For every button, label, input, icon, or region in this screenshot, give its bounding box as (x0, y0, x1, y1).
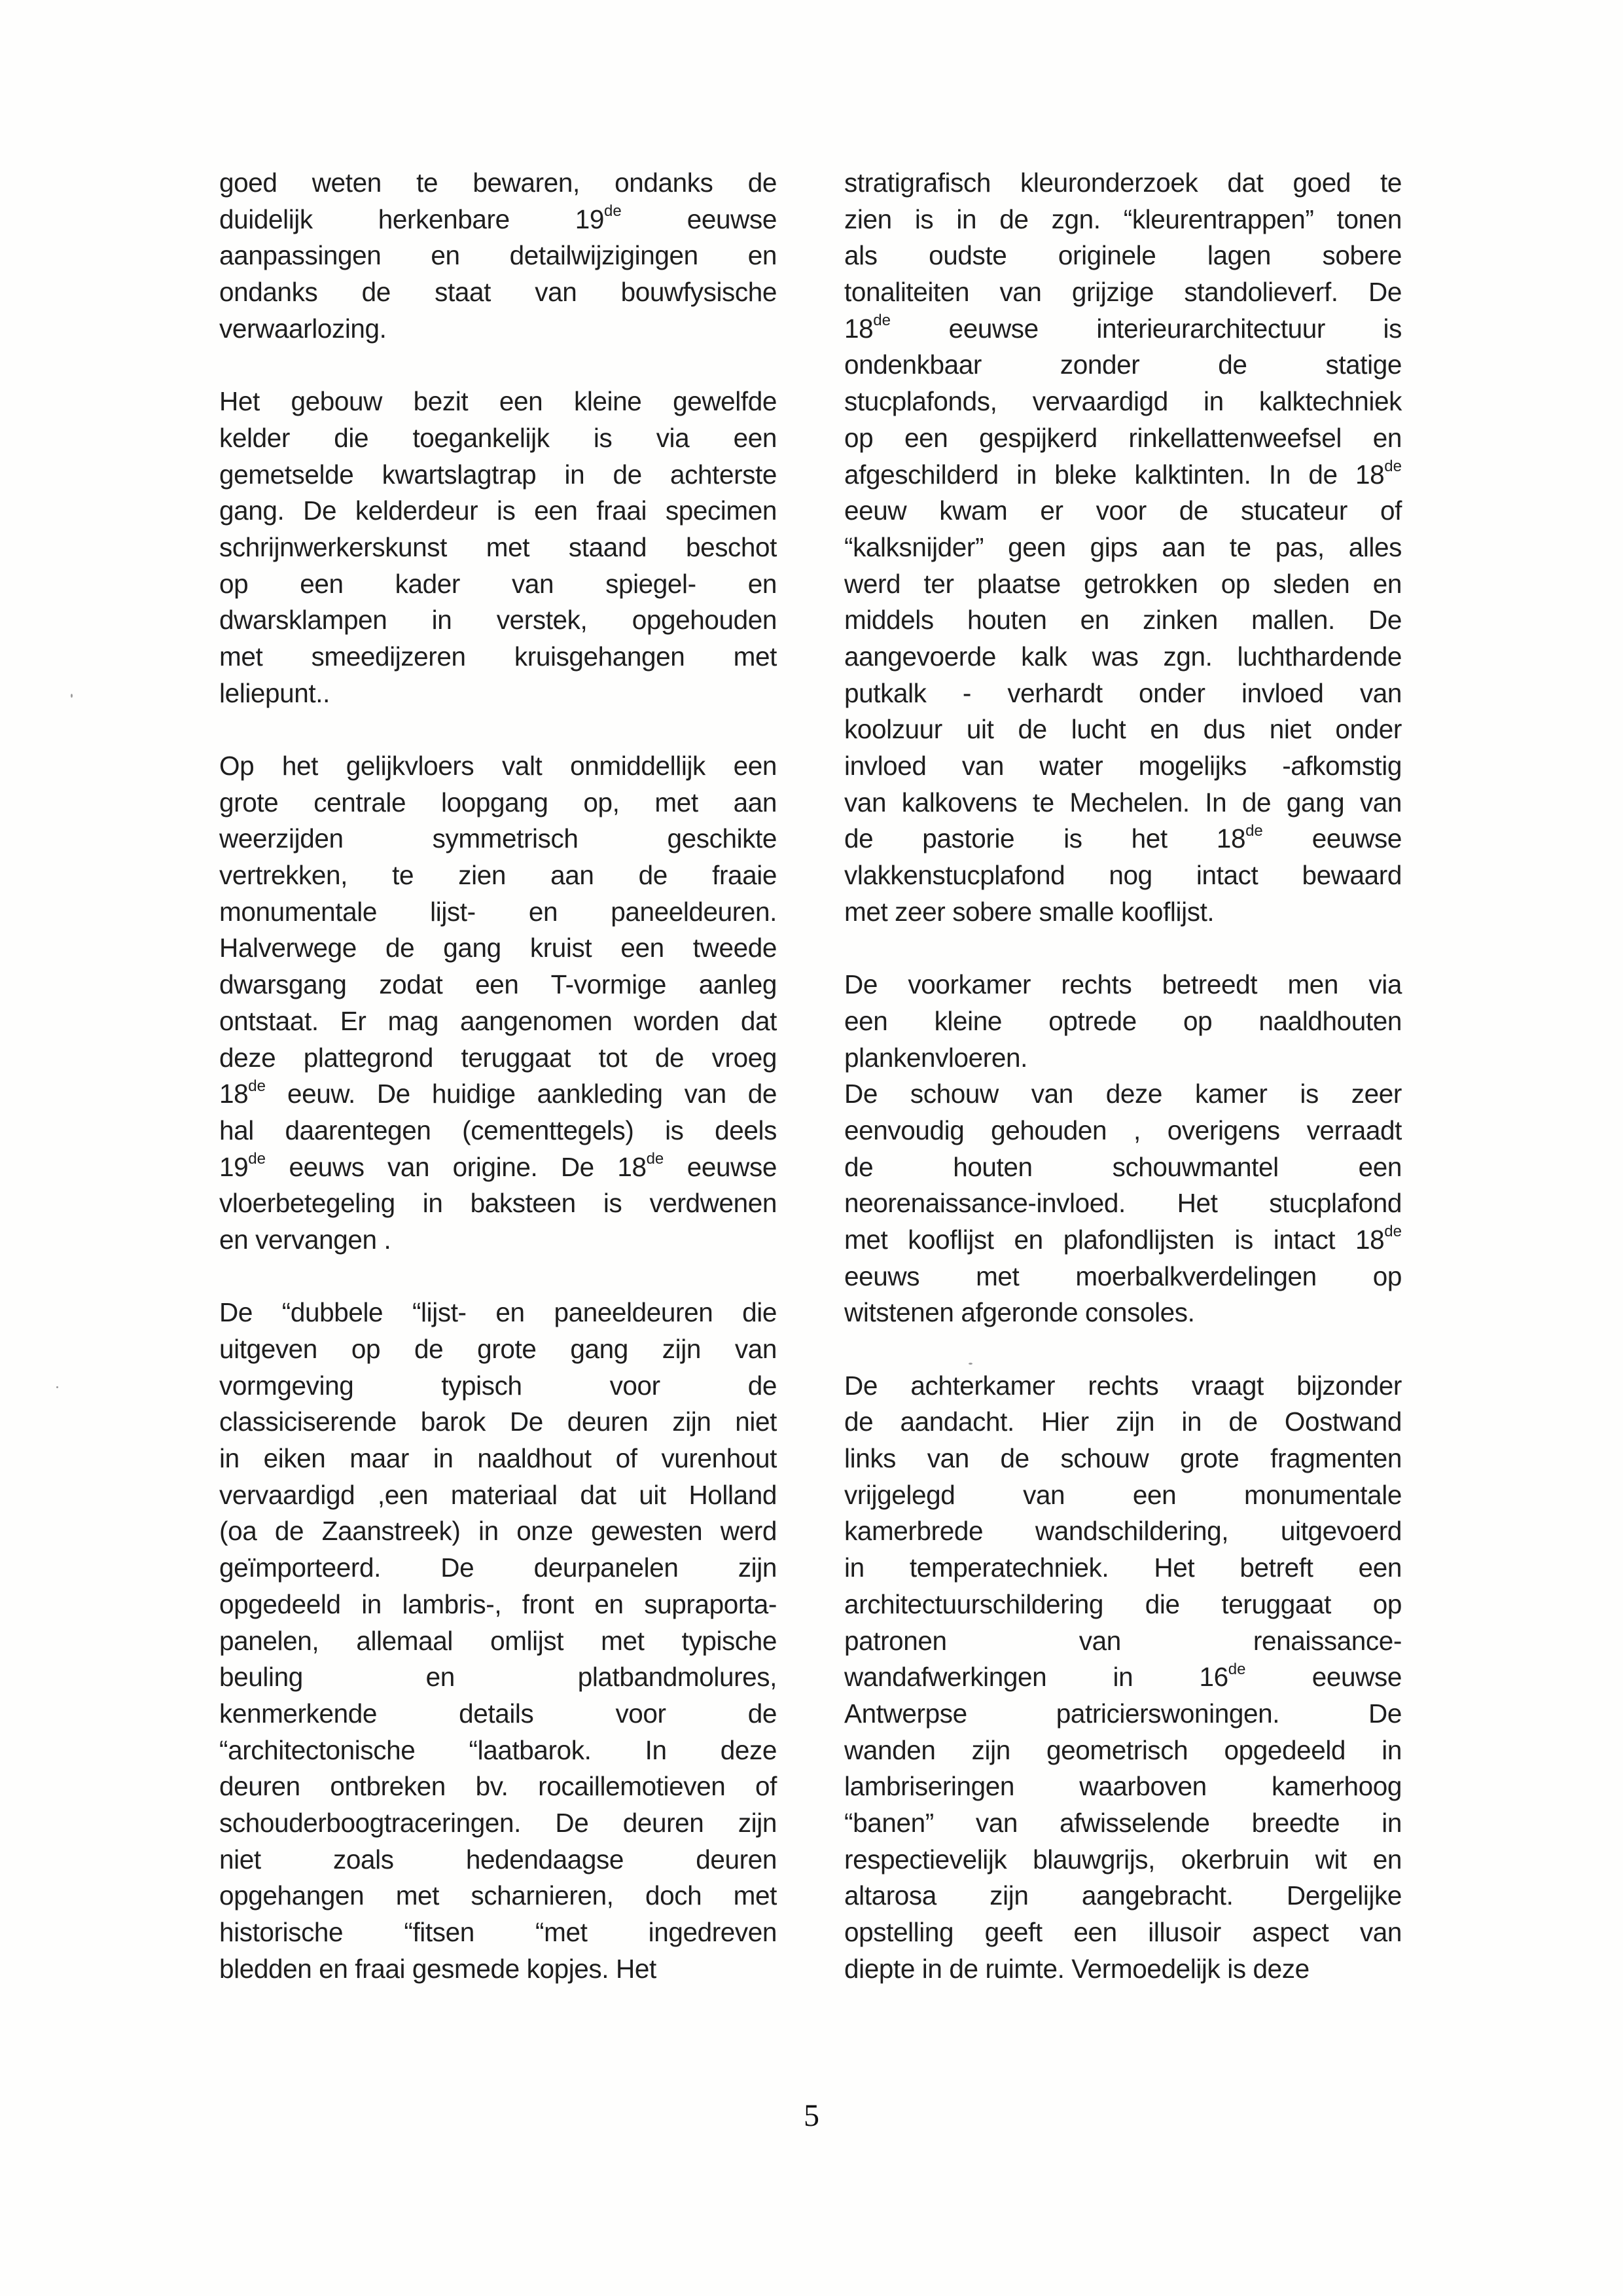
line-text: eeuwse interieurarchitectuur is (890, 313, 1402, 344)
text-line (844, 1842, 1402, 1878)
text-line (219, 894, 777, 931)
line-text: van kalkovens te Mechelen. In de gang van (844, 787, 1402, 817)
line-text: eeuws van origine. De 18 (265, 1151, 647, 1182)
line-text: de aandacht. Hier zijn in de Oostwand (844, 1407, 1402, 1437)
text-line (219, 1149, 777, 1186)
line-text: in eiken maar in naaldhout of vurenhout (219, 1443, 777, 1474)
line-text: vloerbetegeling in baksteen is verdwenen (219, 1188, 777, 1219)
text-line (844, 1040, 1402, 1077)
text-line (844, 857, 1402, 894)
text-line (844, 894, 1402, 931)
line-text: deuren ontbreken bv. rocaillemotieven of (219, 1771, 777, 1802)
line-text: schouderboogtraceringen. De deuren zijn (219, 1807, 777, 1838)
line-text: vervaardigd ,een materiaal dat uit Holland (219, 1479, 777, 1510)
line-text: invloed van water mogelijks -afkomstig (844, 751, 1402, 781)
text-line (844, 1003, 1402, 1040)
line-text: tonaliteiten van grijzige standolieverf. De (844, 277, 1402, 308)
line-text: eeuwse (1245, 1662, 1402, 1693)
line-text: 18 (844, 313, 874, 344)
text-line (219, 1368, 777, 1405)
text-line (219, 1659, 777, 1696)
line-text: opgehangen met scharnieren, doch met (219, 1880, 777, 1911)
ordinal-superscript: de (248, 1150, 266, 1168)
line-text: bledden en fraai gesmede kopjes. Het (219, 1953, 656, 1984)
line-text: historische “fitsen “met ingedreven (219, 1917, 777, 1947)
line-text: Halverwege de gang kruist een tweede (219, 933, 777, 963)
line-text: met kooflijst en plafondlijsten is intact 18 (844, 1224, 1385, 1255)
text-line (219, 1842, 777, 1878)
text-line (219, 566, 777, 603)
text-line (844, 602, 1402, 639)
text-line (844, 457, 1402, 493)
text-line (844, 1878, 1402, 1914)
paragraph (844, 967, 1402, 1076)
text-line (219, 1331, 777, 1368)
line-text: goed weten te bewaren, ondanks de (219, 168, 777, 198)
text-line (844, 748, 1402, 785)
text-line (219, 1878, 777, 1914)
line-text: De voorkamer rechts betreedt men via (844, 969, 1402, 1000)
text-line (844, 274, 1402, 311)
text-line (219, 1623, 777, 1660)
text-line (844, 493, 1402, 529)
paragraph (844, 1368, 1402, 1988)
ordinal-superscript: de (1245, 821, 1263, 840)
text-line (844, 165, 1402, 202)
text-line (219, 1550, 777, 1587)
line-text: De “dubbele “lijst- en paneeldeuren die (219, 1297, 777, 1328)
text-line (219, 602, 777, 639)
scan-speck (969, 1363, 972, 1365)
text-line (219, 1513, 777, 1550)
line-text: grote centrale loopgang op, met aan (219, 787, 777, 817)
text-line (844, 1550, 1402, 1587)
line-text: vrijgelegd van een monumentale (844, 1479, 1402, 1510)
line-text: hal daarentegen (cementtegels) is deels (219, 1115, 777, 1145)
line-text: Op het gelijkvloers valt onmiddellijk een (219, 751, 777, 781)
text-line (844, 1623, 1402, 1660)
line-text: vormgeving typisch voor de (219, 1370, 777, 1401)
text-line (219, 967, 777, 1003)
paragraph (219, 748, 777, 1259)
text-line (844, 566, 1402, 603)
line-text: koolzuur uit de lucht en dus niet onder (844, 714, 1402, 745)
text-line (844, 238, 1402, 274)
paragraph (844, 165, 1402, 930)
line-text: patronen van renaissance- (844, 1625, 1402, 1656)
line-text: kenmerkende details voor de (219, 1698, 777, 1729)
text-line (844, 420, 1402, 457)
line-text: “architectonische “laatbarok. In deze (219, 1734, 777, 1765)
line-text: classiciserende barok De deuren zijn niet (219, 1407, 777, 1437)
line-text: duidelijk herkenbare 19 (219, 204, 605, 234)
line-text: aangevoerde kalk was zgn. luchthardende (844, 641, 1402, 672)
line-text: eeuw kwam er voor de stucateur of (844, 495, 1402, 526)
text-line (844, 1696, 1402, 1732)
text-line (219, 857, 777, 894)
line-text: wandafwerkingen in 16 (844, 1662, 1228, 1693)
text-line (844, 1951, 1402, 1988)
line-text: De schouw van deze kamer is zeer (844, 1079, 1402, 1109)
paragraph (219, 1295, 777, 1987)
text-line (219, 1222, 777, 1259)
line-text: witstenen afgeronde consoles. (844, 1297, 1195, 1328)
line-text: met smeedijzeren kruisgehangen met (219, 641, 777, 672)
line-text: geïmporteerd. De deurpanelen zijn (219, 1552, 777, 1583)
line-text: de houten schouwmantel een (844, 1151, 1402, 1182)
line-text: links van de schouw grote fragmenten (844, 1443, 1402, 1474)
line-text: monumentale lijst- en paneeldeuren. (219, 896, 777, 927)
line-text: vertrekken, te zien aan de fraaie (219, 860, 777, 891)
text-line (219, 930, 777, 967)
line-text: eeuw. De huidige aankleding van de (265, 1079, 777, 1109)
text-line (844, 711, 1402, 748)
line-text: gemetselde kwartslagtrap in de achterste (219, 459, 777, 490)
line-text: een kleine optrede op naaldhouten (844, 1005, 1402, 1036)
ordinal-superscript: de (873, 312, 891, 330)
line-text: dwarsklampen in verstek, opgehouden (219, 605, 777, 636)
line-text: beuling en platbandmolures, (219, 1662, 777, 1693)
text-line (844, 1076, 1402, 1113)
line-text: eeuwse (664, 1151, 777, 1182)
paragraph-spacer (219, 711, 777, 748)
text-line (219, 675, 777, 712)
line-text: eeuws met moerbalkverdelingen op (844, 1261, 1402, 1291)
text-line (844, 675, 1402, 712)
line-text: lambriseringen waarboven kamerhoog (844, 1771, 1402, 1802)
scan-speck (71, 694, 73, 698)
ordinal-superscript: de (1384, 457, 1402, 475)
line-text: op een kader van spiegel- en (219, 568, 777, 599)
text-line (219, 1003, 777, 1040)
line-text: eeuwse (621, 204, 777, 234)
text-line (844, 1222, 1402, 1259)
text-line (844, 821, 1402, 857)
line-text: diepte in de ruimte. Vermoedelijk is deze (844, 1953, 1310, 1984)
text-line (219, 1951, 777, 1988)
text-line (844, 1732, 1402, 1769)
line-text: Het gebouw bezit een kleine gewelfde (219, 386, 777, 417)
line-text: aanpassingen en detailwijzigingen en (219, 240, 777, 271)
line-text: uitgeven op de grote gang zijn van (219, 1334, 777, 1364)
line-text: plankenvloeren. (844, 1042, 1027, 1073)
ordinal-superscript: de (248, 1077, 266, 1095)
paragraph (844, 1076, 1402, 1331)
text-line (219, 202, 777, 238)
text-line (844, 1368, 1402, 1405)
line-text: leliepunt.. (219, 677, 330, 708)
line-text: kelder die toegankelijk is via een (219, 422, 777, 453)
line-text: stucplafonds, vervaardigd in kalktechniek (844, 386, 1402, 417)
text-line (219, 821, 777, 857)
line-text: panelen, allemaal omlijst met typische (219, 1625, 777, 1656)
text-line (844, 967, 1402, 1003)
text-line (844, 1513, 1402, 1550)
line-text: met zeer sobere smalle kooflijst. (844, 896, 1215, 927)
text-line (844, 529, 1402, 566)
text-line (844, 311, 1402, 348)
line-text: vlakkenstucplafond nog intact bewaard (844, 860, 1402, 891)
text-line (844, 202, 1402, 238)
line-text: de pastorie is het 18 (844, 823, 1246, 854)
line-text: 18 (219, 1079, 249, 1109)
text-column-left (219, 165, 777, 1987)
line-text: stratigrafisch kleuronderzoek dat goed te (844, 168, 1402, 198)
text-line (219, 639, 777, 675)
ordinal-superscript: de (604, 202, 622, 221)
line-text: niet zoals hedendaagse deuren (219, 1844, 777, 1874)
text-line (844, 1295, 1402, 1331)
text-line (844, 1659, 1402, 1696)
page-number: 5 (804, 2098, 819, 2133)
line-text: opstelling geeft een illusoir aspect van (844, 1917, 1402, 1947)
text-line (844, 347, 1402, 384)
line-text: in temperatechniek. Het betreft een (844, 1552, 1402, 1583)
text-line (844, 384, 1402, 420)
paragraph (219, 384, 777, 711)
text-line (844, 1404, 1402, 1441)
line-text: kamerbrede wandschildering, uitgevoerd (844, 1516, 1402, 1547)
text-line (219, 1404, 777, 1441)
paragraph-spacer (844, 1331, 1402, 1368)
text-line (844, 1113, 1402, 1149)
text-line (219, 384, 777, 420)
text-column-right (844, 165, 1402, 1987)
text-line (219, 1477, 777, 1514)
text-line (219, 493, 777, 529)
text-line (219, 1113, 777, 1149)
text-line (219, 165, 777, 202)
text-line (219, 1696, 777, 1732)
line-text: weerzijden symmetrisch geschikte (219, 823, 777, 854)
text-line (844, 1441, 1402, 1477)
text-line (219, 420, 777, 457)
line-text: ondenkbaar zonder de statige (844, 350, 1402, 380)
text-line (219, 1040, 777, 1077)
text-line (219, 274, 777, 311)
text-line (219, 748, 777, 785)
text-line (844, 1768, 1402, 1805)
paragraph-spacer (844, 930, 1402, 967)
line-text: De achterkamer rechts vraagt bijzonder (844, 1370, 1402, 1401)
text-line (219, 238, 777, 274)
text-line (844, 1914, 1402, 1951)
scan-speck (56, 1386, 58, 1388)
text-line (219, 529, 777, 566)
paragraph-spacer (219, 1259, 777, 1295)
text-line (219, 1295, 777, 1331)
text-line (219, 1805, 777, 1842)
ordinal-superscript: de (646, 1150, 664, 1168)
line-text: eeuwse (1262, 823, 1402, 854)
line-text: Antwerpse patricierswoningen. De (844, 1698, 1402, 1729)
text-line (219, 1076, 777, 1113)
text-line (844, 1259, 1402, 1295)
ordinal-superscript: de (1228, 1660, 1246, 1678)
line-text: afgeschilderd in bleke kalktinten. In de 18 (844, 459, 1385, 490)
text-line (219, 1185, 777, 1222)
line-text: “banen” van afwisselende breedte in (844, 1807, 1402, 1838)
line-text: ondanks de staat van bouwfysische (219, 277, 777, 308)
text-line (844, 639, 1402, 675)
text-line (219, 457, 777, 493)
paragraph-spacer (219, 347, 777, 384)
line-text: “kalksnijder” geen gips aan te pas, alles (844, 531, 1402, 562)
text-line (219, 1768, 777, 1805)
line-text: als oudste originele lagen sobere (844, 240, 1402, 271)
line-text: werd ter plaatse getrokken op sleden en (844, 568, 1402, 599)
text-line (844, 1185, 1402, 1222)
paragraph (219, 165, 777, 347)
text-line (844, 1587, 1402, 1623)
text-line (219, 1587, 777, 1623)
line-text: deze plattegrond teruggaat tot de vroeg (219, 1042, 777, 1073)
text-line (844, 1477, 1402, 1514)
text-line (844, 785, 1402, 821)
line-text: eenvoudig gehouden , overigens verraadt (844, 1115, 1402, 1145)
line-text: dwarsgang zodat een T-vormige aanleg (219, 969, 777, 1000)
line-text: neorenaissance-invloed. Het stucplafond (844, 1188, 1402, 1219)
text-line (219, 311, 777, 348)
line-text: gang. De kelderdeur is een fraai specimen (219, 495, 777, 526)
line-text: altarosa zijn aangebracht. Dergelijke (844, 1880, 1402, 1911)
line-text: architectuurschildering die teruggaat op (844, 1588, 1402, 1619)
text-line (844, 1805, 1402, 1842)
ordinal-superscript: de (1384, 1223, 1402, 1241)
line-text: opgedeeld in lambris-, front en supraporta- (219, 1588, 777, 1619)
text-line (219, 1732, 777, 1769)
text-line (219, 785, 777, 821)
line-text: op een gespijkerd rinkellattenweefsel en (844, 422, 1402, 453)
line-text: zien is in de zgn. “kleurentrappen” tonen (844, 204, 1402, 234)
text-line (844, 1149, 1402, 1186)
line-text: ontstaat. Er mag aangenomen worden dat (219, 1005, 777, 1036)
line-text: respectievelijk blauwgrijs, okerbruin wit en (844, 1844, 1402, 1874)
line-text: wanden zijn geometrisch opgedeeld in (844, 1734, 1402, 1765)
line-text: verwaarlozing. (219, 313, 387, 344)
text-line (219, 1441, 777, 1477)
line-text: putkalk - verhardt onder invloed van (844, 677, 1402, 708)
text-line (219, 1914, 777, 1951)
line-text: middels houten en zinken mallen. De (844, 605, 1402, 636)
line-text: en vervangen . (219, 1224, 391, 1255)
line-text: (oa de Zaanstreek) in onze gewesten werd (219, 1516, 777, 1547)
line-text: 19 (219, 1151, 249, 1182)
line-text: schrijnwerkerskunst met staand beschot (219, 531, 777, 562)
